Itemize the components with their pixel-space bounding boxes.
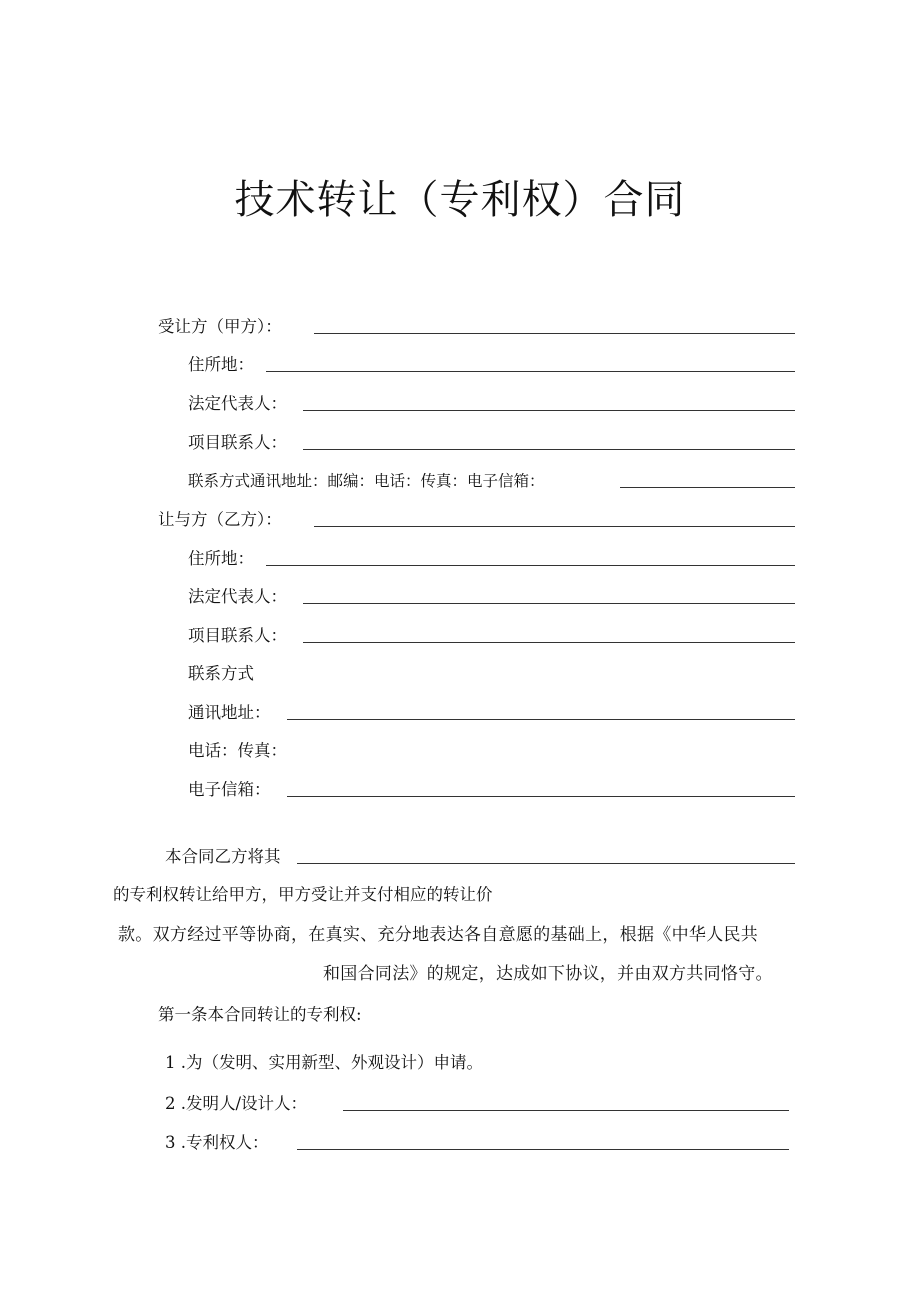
article-1-item-3: 3 .专利权人： [165,1133,269,1152]
party-a-contact-field[interactable] [303,449,795,450]
party-b-contact-label: 项目联系人： [188,626,287,645]
party-a-address-field[interactable] [266,371,795,372]
party-b-mail-address-field[interactable] [287,719,795,720]
party-a-legal-rep-label: 法定代表人： [188,394,287,413]
preamble-line-2: 的专利权转让给甲方，甲方受让并支付相应的转让价 [113,885,493,904]
party-b-email-field[interactable] [287,796,795,797]
transferred-patent-field[interactable] [297,863,795,864]
party-b-phone-fax-label: 电话：传真： [188,741,287,760]
preamble-line-3: 款。双方经过平等协商，在真实、充分地表达各自意愿的基础上，根据《中华人民共 [118,925,759,945]
party-b-address-field[interactable] [266,565,795,566]
party-a-contact-info-label: 联系方式通讯地址：邮编：电话：传真：电子信箱： [188,472,545,490]
party-b-contact-method-label: 联系方式 [188,664,254,683]
party-a-address-label: 住所地： [188,355,254,374]
party-b-email-label: 电子信箱： [188,780,271,799]
party-a-contact-info-field[interactable] [620,487,795,488]
document-title: 技术转让（专利权）合同 [234,177,686,223]
party-a-contact-label: 项目联系人： [188,433,287,452]
party-b-legal-rep-field[interactable] [303,603,795,604]
party-b-legal-rep-label: 法定代表人： [188,587,287,606]
preamble-line-4: 和国合同法》的规定，达成如下协议，并由双方共同恪守。 [323,964,773,984]
party-b-address-label: 住所地： [188,549,254,568]
party-a-heading: 受让方（甲方）： [158,317,282,336]
article-1-item-2: 2 .发明人/设计人： [165,1094,308,1113]
patentee-field[interactable] [297,1149,789,1150]
party-b-name-field[interactable] [314,526,795,527]
preamble-line-1: 本合同乙方将其 [165,847,281,866]
inventor-designer-field[interactable] [343,1110,789,1111]
article-1-heading: 第一条本合同转让的专利权: [158,1005,362,1024]
article-1-item-1: 1 .为（发明、实用新型、外观设计）申请。 [165,1053,483,1072]
party-a-name-field[interactable] [314,333,795,334]
party-b-contact-field[interactable] [303,642,795,643]
party-a-legal-rep-field[interactable] [303,410,795,411]
party-b-mail-address-label: 通讯地址： [188,703,271,722]
party-b-heading: 让与方（乙方）： [158,510,282,529]
